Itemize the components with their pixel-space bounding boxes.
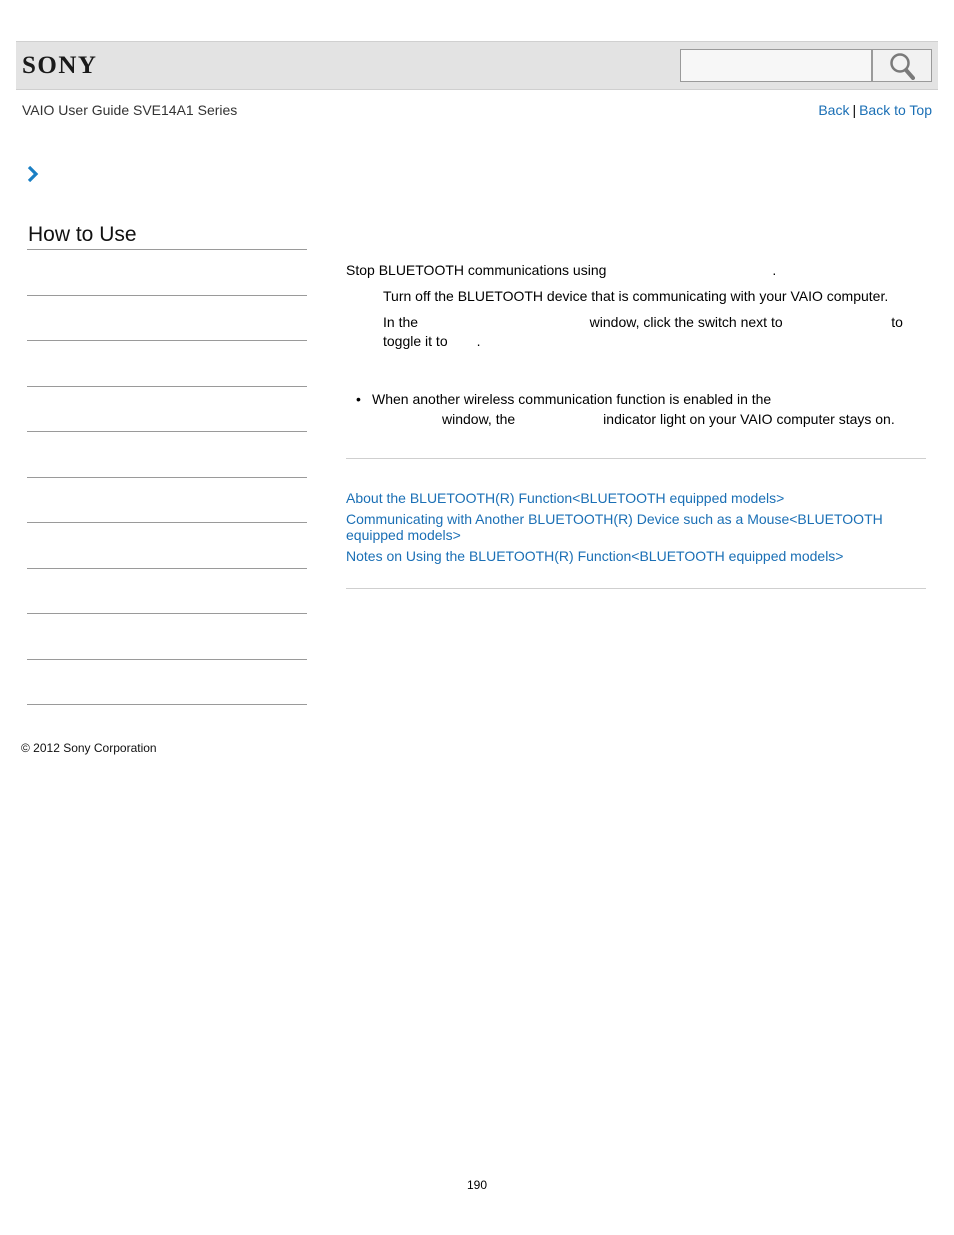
nav-separator: | — [852, 102, 857, 118]
intro-text — [346, 261, 776, 280]
back-to-top-link[interactable]: Back to Top — [859, 102, 932, 118]
step-2-part-c: to — [891, 314, 903, 330]
magnifier-icon — [889, 52, 915, 80]
copyright: © 2012 Sony Corporation — [21, 741, 157, 755]
sidebar-divider — [27, 659, 307, 660]
page-number: 190 — [466, 1178, 488, 1192]
note-line-2-part-a: window, the — [442, 411, 516, 427]
sidebar-divider — [27, 704, 307, 705]
sidebar-heading: How to Use — [28, 223, 137, 246]
note-bullet: • — [356, 391, 361, 407]
top-nav — [818, 102, 932, 119]
sidebar-divider — [27, 386, 307, 387]
sidebar-divider — [27, 477, 307, 478]
related-links — [346, 490, 906, 569]
chevron-right-icon[interactable] — [26, 166, 40, 182]
step-1: Turn off the BLUETOOTH device that is communicating with your VAIO computer. — [383, 288, 889, 304]
step-2-part-a: In the — [383, 314, 419, 330]
search-button[interactable] — [872, 49, 932, 82]
sony-logo[interactable]: SONY — [22, 52, 98, 79]
related-link-communicating[interactable]: Communicating with Another BLUETOOTH(R) Device such as a Mouse<BLUETOOTH equipped models> — [346, 511, 883, 543]
section-divider — [346, 458, 926, 459]
sidebar-divider — [27, 522, 307, 523]
header-bar — [16, 41, 938, 90]
step-2-part-e: . — [476, 333, 481, 349]
guide-title: VAIO User Guide SVE14A1 Series — [22, 102, 238, 118]
section-divider — [346, 588, 926, 589]
sidebar-divider — [27, 295, 307, 296]
sidebar-divider — [27, 431, 307, 432]
related-link-notes[interactable]: Notes on Using the BLUETOOTH(R) Function<BLUETOOTH equipped models> — [346, 548, 844, 564]
sidebar-divider — [27, 249, 307, 250]
note-line-2-part-b: indicator light on your VAIO computer stays on. — [603, 411, 895, 427]
note-line-1: When another wireless communication function is enabled in the — [372, 391, 772, 407]
sidebar-divider — [27, 613, 307, 614]
related-link-about-bluetooth[interactable]: About the BLUETOOTH(R) Function<BLUETOOTH equipped models> — [346, 490, 785, 506]
step-2 — [383, 313, 903, 351]
search-input[interactable] — [680, 49, 872, 82]
sidebar-divider — [27, 568, 307, 569]
intro-sentence: Stop BLUETOOTH communications using — [346, 262, 607, 278]
step-2-part-d: toggle it to — [383, 333, 448, 349]
sidebar-divider — [27, 340, 307, 341]
intro-period: . — [772, 262, 777, 278]
step-2-part-b: window, click the switch next to — [589, 314, 783, 330]
note-line-2 — [442, 410, 895, 429]
back-link[interactable]: Back — [818, 102, 850, 118]
